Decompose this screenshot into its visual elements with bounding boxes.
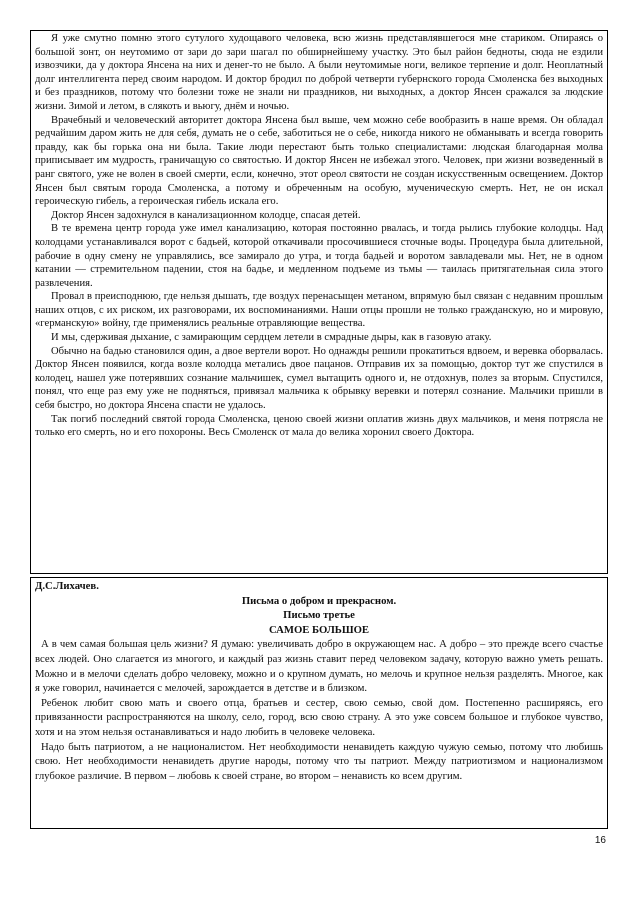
letter-paragraph-2: Ребенок любит свою мать и своего отца, братьев и сестер, свою семью, свой дом. Постепенно расширяясь, его привязанности распространяются на школу, село, город, всю свою страну. А это уже совсем большое и глубокое чувство, хотя и на этом нельзя останавливаться и надо любить в человеке человека.: [35, 696, 603, 738]
letter-title: Письмо третье: [283, 609, 355, 622]
chapter-title: САМОЕ БОЛЬШОЕ: [268, 623, 370, 636]
story-paragraph-3: Доктор Янсен задохнулся в канализационном колодце, спасая детей.: [51, 209, 361, 221]
story-paragraph-8: Так погиб последний святой города Смоленска, ценою своей жизни оплатив жизнь двух мальчиков, и меня потрясла не только его смерть, но и его похороны. Весь Смоленск от мала до велика хоронил своего Доктора.: [35, 413, 603, 439]
page-number: 16: [594, 835, 606, 846]
letter-paragraph-1: А в чем самая большая цель жизни? Я думаю: увеличивать добро в окружающем нас. А добро – это прежде всего счастье всех людей. Оно слагается из многого, и каждый раз жизнь ставит перед человеком задачу, которую важно уметь решать. Можно и в мелочи сделать добро человеку, можно и о крупном думать, но мелочь и крупное нельзя разделять. Многое, как я уже говорил, начинается с мелочей, зарождается в детстве и в близком.: [35, 638, 603, 695]
author-name: Д.С.Лихачев.: [35, 580, 99, 592]
story-paragraph-7: Обычно на бадью становился один, а двое вертели ворот. Но однажды решили прокатиться вдвоем, и веревка оборвалась. Доктор Янсен появился, когда возле колодца метались двое пацанов. Отправив их за помощью, доктор тут же спустился в колодец, нашел уже потерявших сознание мальчишек, сумел вытащить одного и, не отдохнув, полез за вторым. Спустился, понял, что еще раз ему уже не подняться, привязал мальчика к обрывку веревки и потерял сознание. Мальчики пришли в себя быстро, но доктора Янсена спасти не удалось.: [35, 345, 603, 412]
story-paragraph-1: Я уже смутно помню этого сутулого худощавого человека, всю жизнь представлявшегося мне стариком. Опираясь о большой зонт, он неутомимо от зари до зари шагал по обширнейшему участку. Это был район бедноты, сюда не ездили извозчики, да у доктора Янсена на них и денег-то не было. А были неутомимые ноги, великое терпение и долг. Неоплатный долг интеллигента перед своим народом. И доктор бродил по доброй четверти губернского города Смоленска без выходных и без праздников, потому что болезни тоже не знали ни праздников, ни выходных, а доктор Янсен сражался за людские жизни. Зимой и летом, в слякоть и вьюгу, днём и ночью.: [35, 33, 603, 112]
letter-box: [30, 577, 608, 829]
story-paragraph-2: Врачебный и человеческий авторитет доктора Янсена был выше, чем можно себе вообразить в наше время. Он обладал редчайшим даром жить не для себя, думать не о себе, заботиться не о себе, никогда никого не обманывать и всегда говорить правду, как бы горька она ни была. Такие люди перестают быть только специалистами: людская благодарная молва приписывает им мудрость, граничащую со святостью. И доктор Янсен не избежал этого. Человек, при жизни возведенный в ранг святого, уже не волен в своей смерти, если, конечно, этот ореол святости не создан искусственным освещением. Доктор Янсен был святым города Смоленска, а потому и обреченным на особую, мученическую смерть. Нет, не он искал героическую гибель, а героическая гибель искала его.: [35, 114, 603, 208]
story-paragraph-4: В те времена центр города уже имел канализацию, которая постоянно рвалась, и тогда рылись глубокие колодцы. Над колодцами устанавливался ворот с бадьей, которой откачивали просочившиеся сточные воды. Процедура была длительной, рабочие в одну смену не управлялись, все замирало до утра, и тогда бадьей и воротом завладевали мы. Нет, не в одном катании — стремительном падении, стоя на бадье, и медленном подъеме из тьмы — таилась притягательная сила этого развлечения.: [35, 223, 603, 289]
story-box: [30, 30, 608, 574]
story-paragraph-5: Провал в преисподнюю, где нельзя дышать, где воздух перенасыщен метаном, впрямую был связан с недавним прошлым наших отцов, с их риском, их разговорами, их воспоминаниями. Наши отцы прошли не только гражданскую, но и мировую, «германскую» войну, где применялись реальные отравляющие вещества.: [35, 291, 603, 330]
story-paragraph-6: И мы, сдерживая дыхание, с замирающим сердцем летели в смрадные дыры, как в газовую атаку.: [51, 332, 492, 344]
book-title: Письма о добром и прекрасном.: [241, 594, 397, 607]
letter-paragraph-3: Надо быть патриотом, а не националистом. Нет необходимости ненавидеть каждую чужую семью, потому что любишь свою. Нет необходимости ненавидеть другие народы, потому что ты патриот. Между патриотизмом и национализмом глубокое различие. В первом – любовь к своей стране, во втором – ненависть ко всем другим.: [35, 740, 603, 782]
